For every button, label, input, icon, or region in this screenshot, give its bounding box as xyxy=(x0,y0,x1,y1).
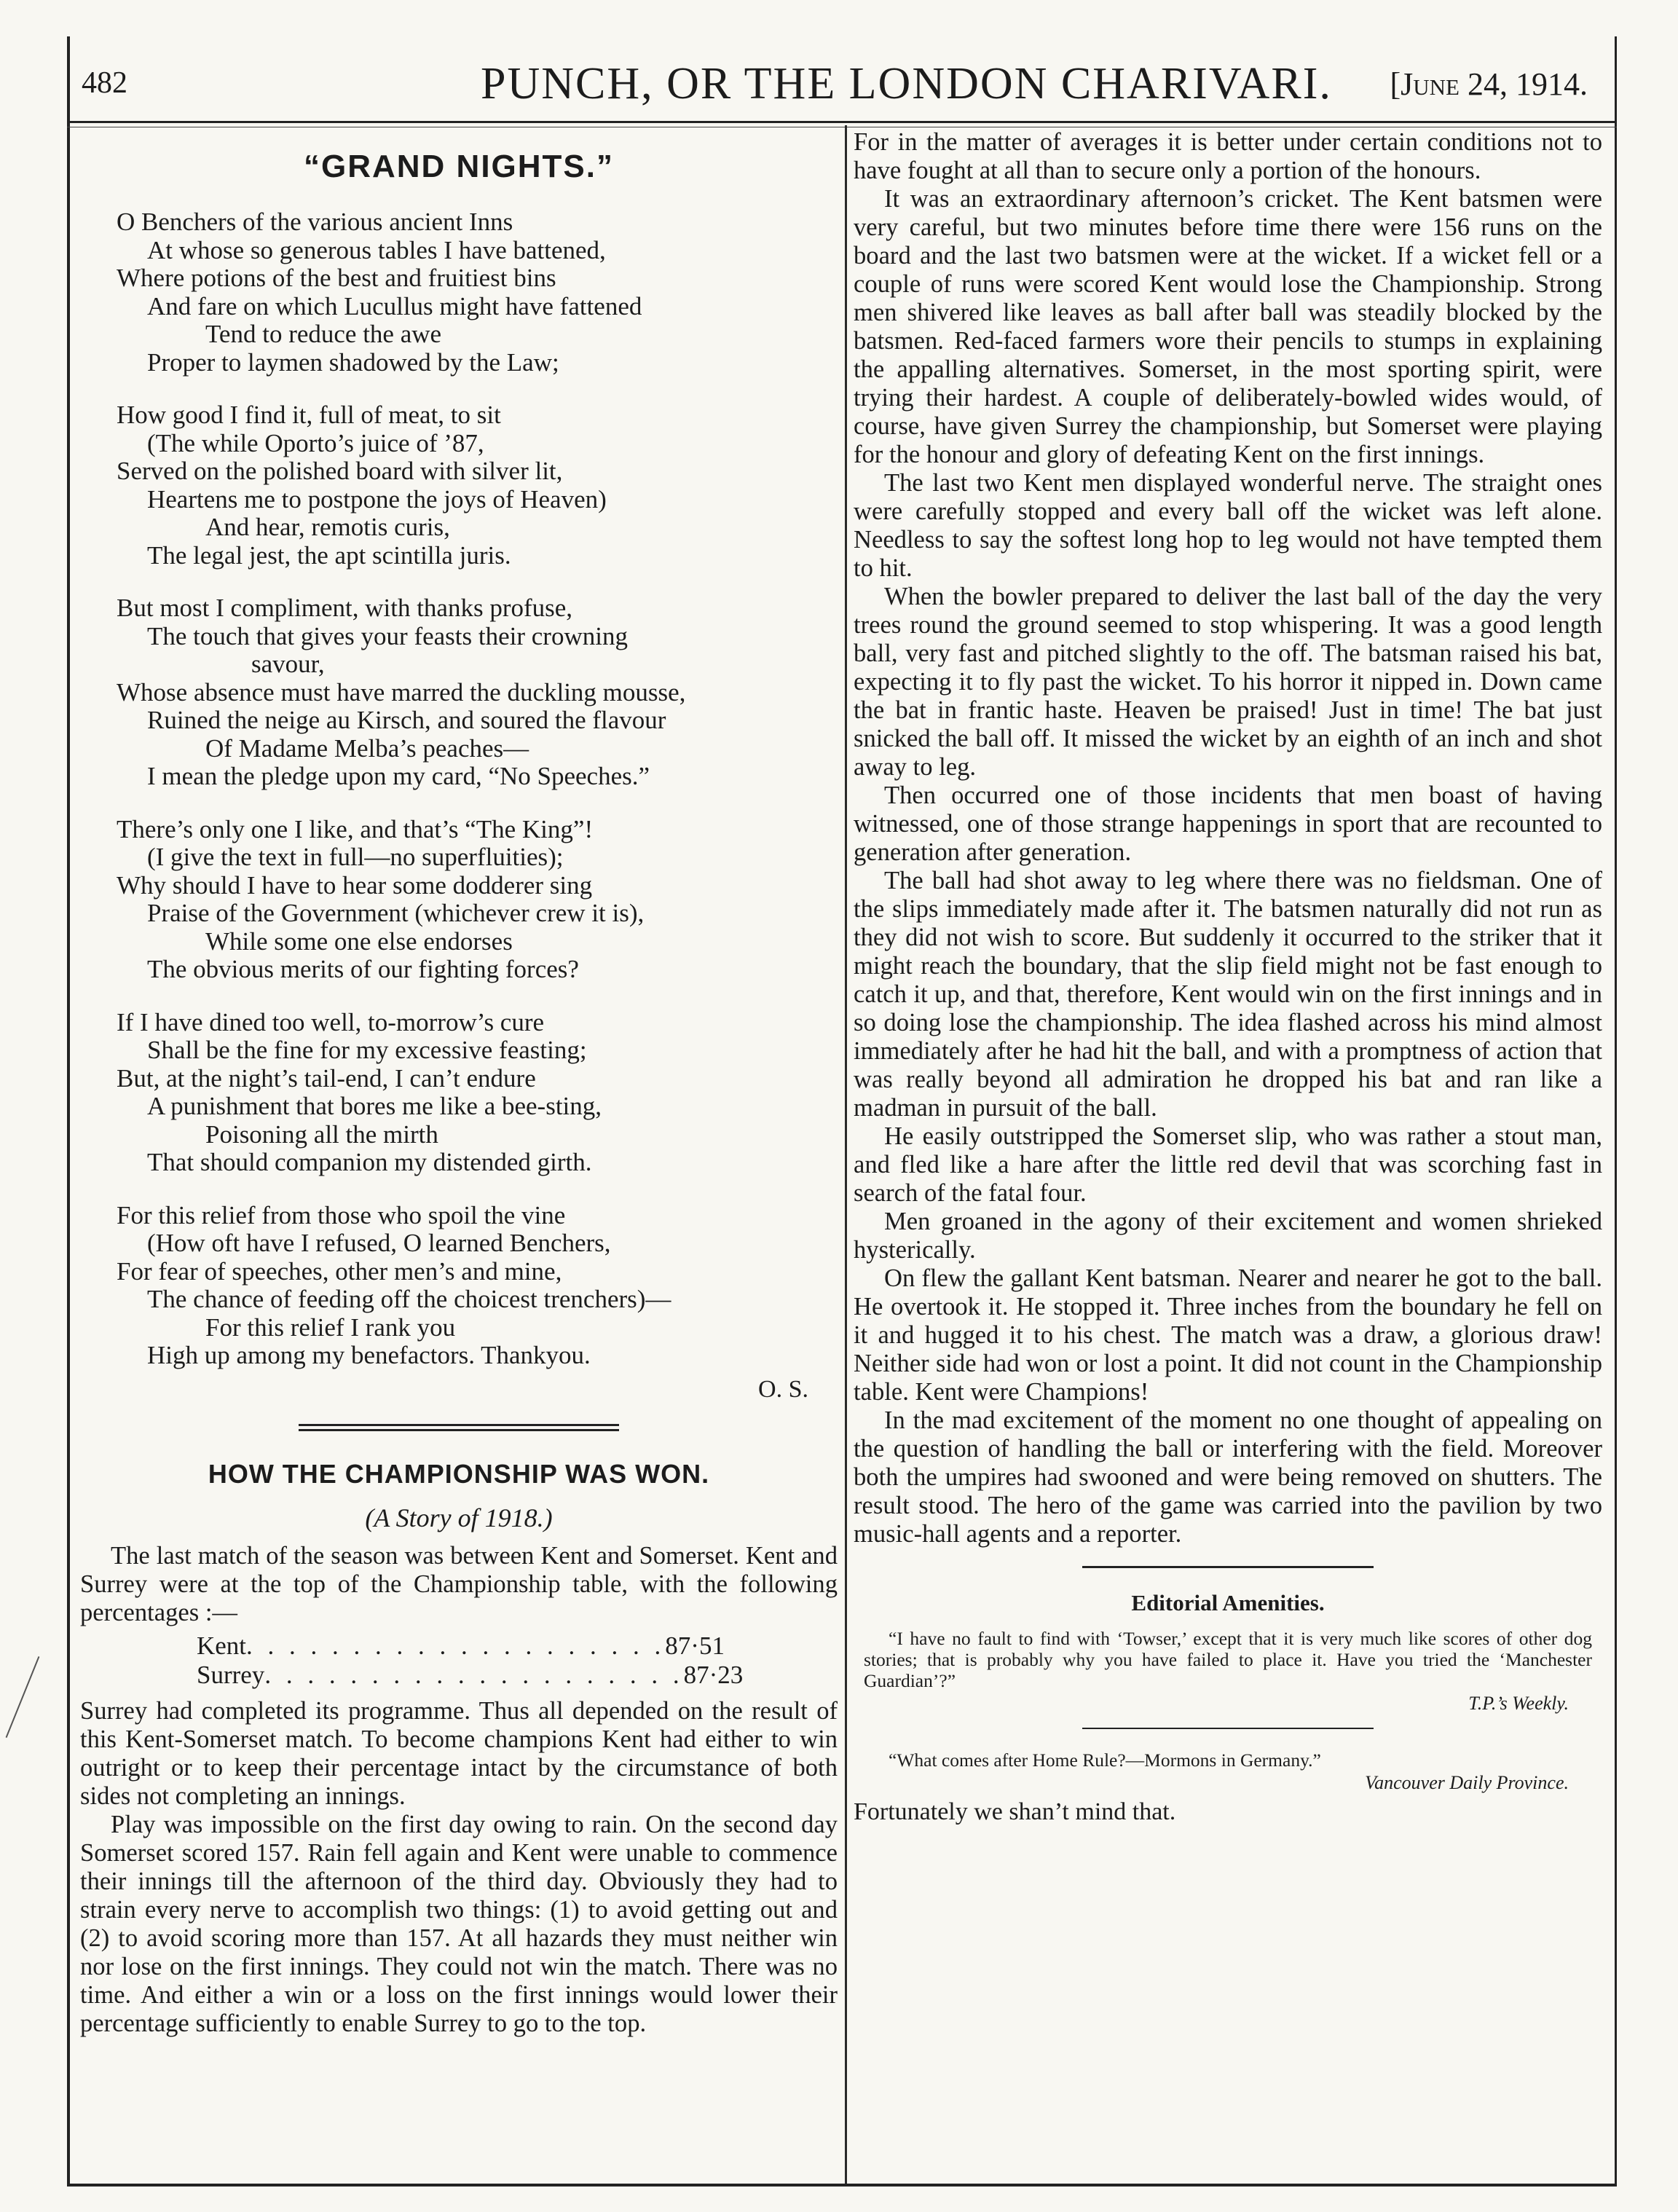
poem-line: The touch that gives your feasts their crowning xyxy=(147,621,628,650)
poem-line: Tend to reduce the awe xyxy=(205,320,442,348)
poem-line: The legal jest, the apt scintilla juris. xyxy=(147,540,511,570)
poem-line: How good I find it, full of meat, to sit xyxy=(117,401,501,429)
poem-line: That should companion my distended girth. xyxy=(147,1148,592,1176)
right-column xyxy=(854,128,1602,1826)
article-paragraph: Then occurred one of those incidents that men boast of having witnessed, one of those strange happenings in sport that are recounted to generation after generation. xyxy=(854,782,1602,866)
poem-line: At whose so generous tables I have battened, xyxy=(147,235,606,264)
page-number: 482 xyxy=(82,66,127,100)
poem-line: And hear, remotis curis, xyxy=(205,513,450,541)
article-paragraph: The ball had shot away to leg where there was no fieldsman. One of the slips immediately made after it. The batsmen naturally did not run as they did not wish to score. But suddenly it occurred to the striker that it might reach the boundary, that the slip field might not be fast enough to catch it up, and that, therefore, Kent would win on the first innings and in so doing lose the championship. The idea flashed across his mind almost immediately after he had hit the ball, and with a promptness of action that was really beyond all admiration he dropped his bat and ran like a madman in pursuit of the ball. xyxy=(854,867,1602,1122)
poem-line: Praise of the Government (whichever crew it is), xyxy=(147,899,645,927)
quote-source: T.P.’s Weekly. xyxy=(1468,1693,1569,1714)
amenities-title: Editorial Amenities. xyxy=(1131,1590,1325,1615)
column-divider xyxy=(845,125,847,2184)
section-double-rule xyxy=(299,1424,619,1431)
poem-line: O Benchers of the various ancient Inns xyxy=(117,208,513,236)
issue-date: [June 24, 1914. xyxy=(1390,66,1588,102)
poem-line: (I give the text in full—no superfluities); xyxy=(147,843,564,871)
poem-line: (The while Oporto’s juice of ’87, xyxy=(147,428,484,457)
poem-line: Of Madame Melba’s peaches— xyxy=(205,733,529,763)
poem-line: For this relief I rank you xyxy=(205,1312,456,1342)
article-subtitle: (A Story of 1918.) xyxy=(365,1503,553,1532)
quote-rule xyxy=(1082,1728,1374,1729)
poem-line: For fear of speeches, other men’s and mine, xyxy=(117,1256,562,1286)
article-paragraph: In the mad excitement of the moment no one thought of appealing on the question of handling the ball or interfering with the field. Moreover both the umpires had swooned and were being removed on shutters. The result stood. The hero of the game was carried into the pavilion by two music-hall agents and a reporter. xyxy=(854,1406,1602,1548)
percentage-row xyxy=(197,1631,725,1661)
article-paragraph: When the bowler prepared to deliver the last ball of the day the very trees round the ground seemed to stop whispering. It was a good length ball, very fast and pitched slightly to the off. The batsman raised his bat, expecting it to fly past the wicket. To his horror it nipped in. Down came the bat in frantic haste. Heaven be praised! Just in time! The bat just snicked the ball off. It missed the wicket by an eighth of an inch and shot away to leg. xyxy=(854,583,1602,781)
header-rule xyxy=(67,121,1617,123)
page-border-right xyxy=(1615,36,1617,2187)
poem-line: Whose absence must have marred the duckling mousse, xyxy=(117,677,686,706)
poem-stanza xyxy=(80,594,838,791)
article-paragraph: Men groaned in the agony of their excitement and women shrieked hysterically. xyxy=(854,1208,1602,1264)
poem-line: High up among my benefactors. Thankyou. xyxy=(147,1341,591,1369)
poem-line: Served on the polished board with silver lit, xyxy=(117,457,563,485)
poem-line: Poisoning all the mirth xyxy=(205,1119,438,1149)
poem-line: Proper to laymen shadowed by the Law; xyxy=(147,347,559,377)
masthead-title: PUNCH, OR THE LONDON CHARIVARI. xyxy=(481,59,1332,109)
poem-line: The chance of feeding off the choicest trenchers)— xyxy=(147,1285,671,1313)
page-border-left xyxy=(67,36,70,2187)
poem-stanza xyxy=(80,208,838,377)
poem-line: The obvious merits of our fighting forces? xyxy=(147,955,579,983)
page-border-bottom xyxy=(67,2184,1617,2187)
article-paragraph: For in the matter of averages it is better under certain conditions not to have fought at all than to secure only a portion of the honours. xyxy=(854,128,1602,184)
poem-line: But, at the night’s tail-end, I can’t endure xyxy=(117,1063,536,1093)
closing-comment: Fortunately we shan’t mind that. xyxy=(854,1798,1176,1825)
poem-line: savour, xyxy=(251,650,325,678)
page-header xyxy=(73,58,1610,117)
poem-line: A punishment that bores me like a bee-sting, xyxy=(147,1092,602,1120)
quoted-item: “I have no fault to find with ‘Towser,’ except that it is very much like scores of other dog stories; that is probably why you have failed to place it. Have you tried the ‘Manchester Guardian’?” xyxy=(864,1628,1592,1691)
poem-line: I mean the pledge upon my card, “No Speeches.” xyxy=(147,762,650,790)
poem-line: And fare on which Lucullus might have fattened xyxy=(147,291,642,320)
poem-line: (How oft have I refused, O learned Benchers, xyxy=(147,1229,611,1257)
article-paragraph: He easily outstripped the Somerset slip, who was rather a stout man, and fled like a hare after the little red devil that was scorching fast in search of the fatal four. xyxy=(854,1122,1602,1207)
poem-line: For this relief from those who spoil the vine xyxy=(117,1200,566,1229)
article-paragraph: Surrey had completed its programme. Thus all depended on the result of this Kent-Somerset match. To become champions Kent had either to win outright or to keep their percentage intact by the circumstance of both sides not completing an innings. xyxy=(80,1696,838,1810)
left-column xyxy=(80,131,838,2038)
article-paragraph: On flew the gallant Kent batsman. Nearer and nearer he got to the ball. He overtook it. He stopped it. Three inches from the boundary he fell on it and hugged it to his chest. The match was a draw, a glorious draw! Neither side had won or lost a point. It did not count in the Championship table. Kent were Champions! xyxy=(854,1264,1602,1406)
percentage-table xyxy=(197,1632,838,1690)
poem-stanza xyxy=(80,816,838,984)
article-paragraph: The last match of the season was between Kent and Somerset. Kent and Surrey were at the top of the Championship table, with the following percentages :— xyxy=(80,1541,838,1626)
percentage-row xyxy=(197,1660,744,1690)
poem-line: Heartens me to postpone the joys of Heaven) xyxy=(147,484,607,513)
leader-dots: . . . . . . . . . . . . . . . . . . . . xyxy=(264,1660,684,1689)
poem-signature: O. S. xyxy=(758,1375,808,1403)
section-rule xyxy=(1082,1566,1374,1568)
team-name: Surrey xyxy=(197,1660,265,1689)
leader-dots: . . . . . . . . . . . . . . . . . . . . xyxy=(246,1631,666,1660)
poem-stanza xyxy=(80,1009,838,1177)
poem-title: “GRAND NIGHTS.” xyxy=(304,149,614,184)
article-paragraph: The last two Kent men displayed wonderful nerve. The straight ones were carefully stopped and every ball off the wicket was left alone. Needless to say the softest long hop to leg would not have tempted them to hit. xyxy=(854,469,1602,582)
team-percentage: 87·23 xyxy=(683,1660,744,1689)
poem-line: If I have dined too well, to-morrow’s cure xyxy=(117,1007,545,1036)
poem-line: Ruined the neige au Kirsch, and soured the flavour xyxy=(147,706,666,734)
poem-line: Why should I have to hear some dodderer sing xyxy=(117,870,593,900)
team-name: Kent xyxy=(197,1631,247,1660)
poem-line: Shall be the fine for my excessive feasting; xyxy=(147,1036,587,1064)
team-percentage: 87·51 xyxy=(665,1631,725,1660)
poem-stanza xyxy=(80,1202,838,1370)
article-title: HOW THE CHAMPIONSHIP WAS WON. xyxy=(208,1458,710,1489)
poem-stanza xyxy=(80,401,838,570)
article-paragraph: Play was impossible on the first day owing to rain. On the second day Somerset scored 157. Rain fell again and Kent were unable to commence their innings till the afternoon of the third day. Obviously they had to strain every nerve to accomplish two things: (1) to avoid getting out and (2) to avoid scoring more than 157. At all hazards they must neither win nor lose on the first innings. They could not win the match. There was no time. And either a win or a loss on the first innings would lower their percentage sufficiently to enable Surrey to go to the top. xyxy=(80,1810,838,2037)
poem-line: Where potions of the best and fruitiest bins xyxy=(117,264,556,292)
poem-line: But most I compliment, with thanks profuse, xyxy=(117,594,573,622)
poem-line: While some one else endorses xyxy=(205,926,513,956)
margin-pencil-mark xyxy=(6,1656,40,1738)
quote-source: Vancouver Daily Province. xyxy=(1365,1772,1569,1793)
quoted-item: “What comes after Home Rule?—Mormons in Germany.” xyxy=(889,1749,1321,1771)
article-paragraph: It was an extraordinary afternoon’s cricket. The Kent batsmen were very careful, but two minutes before time there were 156 runs on the board and the last two batsmen were at the wicket. If a wicket fell or a couple of runs were scored Kent would lose the Championship. Strong men shivered like leaves as ball after ball was steadily blocked by the batsmen. Red-faced farmers wore their pencils to stumps in explaining the appalling alternatives. Somerset, in the most sporting spirit, were trying their hardest. A couple of deliberately-bowled wides would, of course, have given Surrey the championship, but Somerset were playing for the honour and glory of defeating Kent on the first innings. xyxy=(854,185,1602,468)
poem-line: There’s only one I like, and that’s “The King”! xyxy=(117,814,594,843)
